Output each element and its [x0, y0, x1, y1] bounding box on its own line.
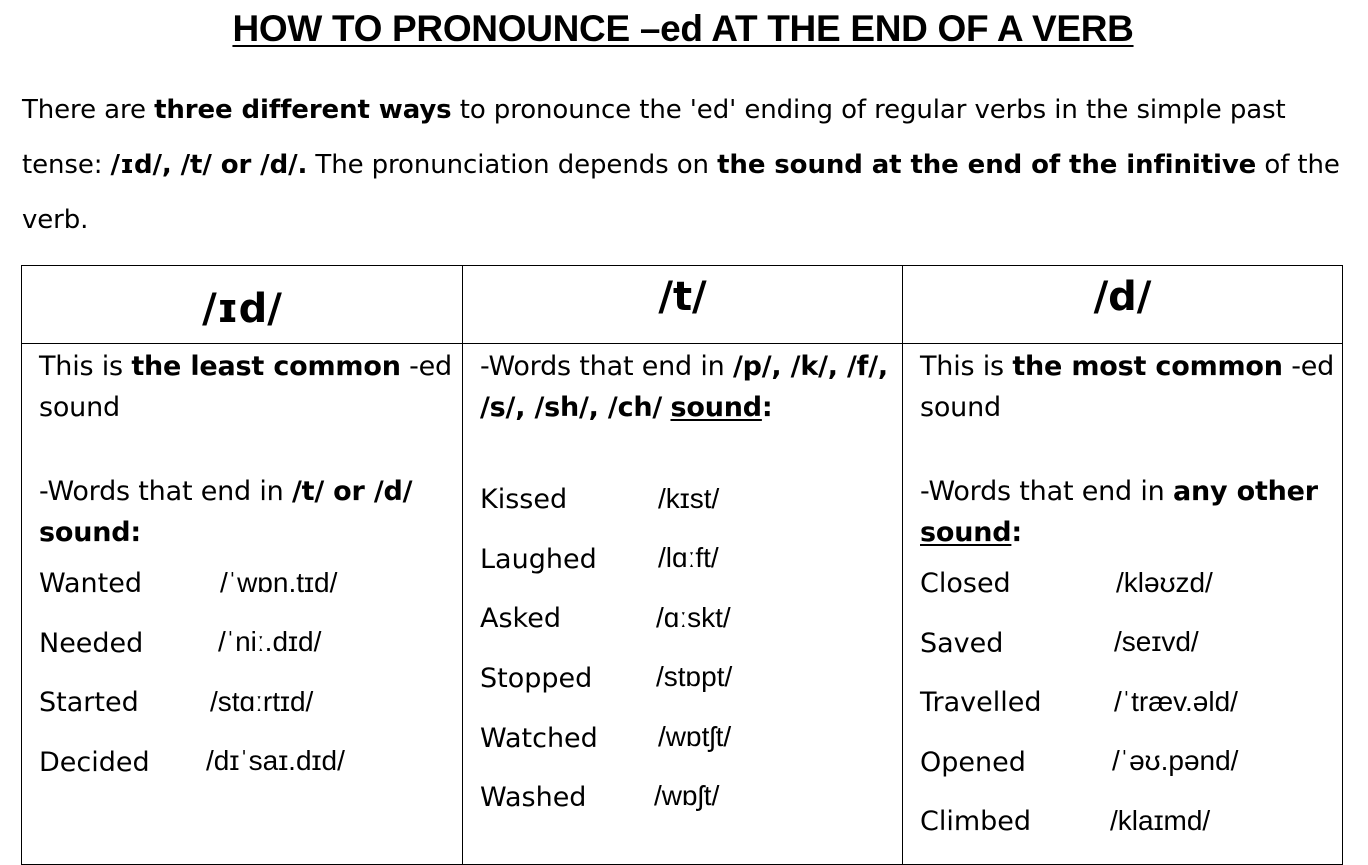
word: Climbed [920, 806, 1032, 837]
word: Kissed [480, 484, 568, 515]
ipa: /stɑːrtɪd/ [210, 686, 314, 717]
word: Watched [480, 723, 598, 754]
intro-bold-2: /ɪd/, /t/ or /d/. [110, 150, 308, 180]
column-t [463, 344, 902, 864]
intro-text-3: The pronunciation depends on [307, 150, 718, 180]
intro-bold-3: the sound at the end of the infinitive [717, 150, 1257, 180]
ipa: /ɑːskt/ [656, 602, 731, 633]
desc-text: This is [920, 351, 1013, 382]
word: Stopped [480, 663, 593, 694]
ipa: /kləʊzd/ [1116, 567, 1213, 598]
word: Closed [920, 568, 1011, 599]
desc-bold: the most common [1012, 351, 1283, 382]
pronunciation-table [21, 265, 1343, 865]
rule-underline: sound [920, 517, 1012, 548]
header-id: /ɪd/ [202, 286, 282, 332]
word: Laughed [480, 544, 597, 575]
ipa: /ˈniː.dɪd/ [218, 626, 322, 657]
rule-text: -Words that end in [39, 476, 292, 507]
column-d [903, 344, 1342, 864]
rule-underline: sound [670, 392, 762, 423]
desc-bold: the least common [131, 351, 401, 382]
column-d-description [920, 346, 1335, 428]
word: Saved [920, 628, 1004, 659]
column-d-rule [920, 471, 1335, 553]
ipa: /wɒtʃt/ [658, 721, 732, 752]
ipa: /ˈəʊ.pənd/ [1112, 745, 1239, 776]
word: Asked [480, 603, 561, 634]
rule-text: -Words that end in [480, 351, 733, 382]
intro-text-2: to pronounce the 'ed' ending of regular verbs in the simple past tense: [22, 95, 1286, 180]
ipa: /kɪst/ [658, 483, 720, 514]
column-id-description [39, 346, 454, 428]
word: Started [39, 687, 139, 718]
word: Travelled [920, 687, 1042, 718]
rule-colon: : [1011, 517, 1023, 548]
rule-bold: /p/, /k/, /f/, /s/, /sh/, /ch/ [480, 351, 888, 423]
rule-bold: /t/ or /d/ [291, 476, 413, 507]
word: Wanted [39, 568, 142, 599]
ipa: /seɪvd/ [1114, 626, 1199, 657]
page-title: HOW TO PRONOUNCE –ed AT THE END OF A VERB [232, 8, 1134, 49]
ipa: /klaɪmd/ [1110, 805, 1211, 836]
desc-text: -ed sound [39, 351, 452, 423]
ipa: /ˈwɒn.tɪd/ [220, 567, 338, 598]
intro-text-1: There are [22, 95, 155, 125]
rule-bold: any other [1172, 476, 1318, 507]
rule-text: -Words that end in [920, 476, 1173, 507]
column-id [22, 344, 462, 864]
column-t-rule [480, 346, 895, 428]
rule-bold: sound: [39, 517, 141, 548]
intro-bold-1: three different ways [154, 95, 452, 125]
word: Opened [920, 747, 1026, 778]
column-id-rule [39, 471, 454, 553]
header-d: /d/ [1093, 274, 1152, 320]
ipa: /wɒʃt/ [654, 780, 720, 811]
ipa: /stɒpt/ [656, 661, 733, 692]
header-t: /t/ [658, 274, 707, 320]
ipa: /lɑːft/ [658, 542, 719, 573]
ipa: /ˈtræv.əld/ [1114, 686, 1238, 717]
desc-text: -ed sound [920, 351, 1335, 423]
rule-colon: : [761, 392, 773, 423]
word: Washed [480, 782, 587, 813]
ipa: /dɪˈsaɪ.dɪd/ [206, 745, 345, 776]
intro-text-4: of the verb. [22, 150, 1340, 235]
intro-paragraph [22, 83, 1352, 248]
word: Decided [39, 747, 150, 778]
desc-text: This is [39, 351, 132, 382]
word: Needed [39, 628, 144, 659]
